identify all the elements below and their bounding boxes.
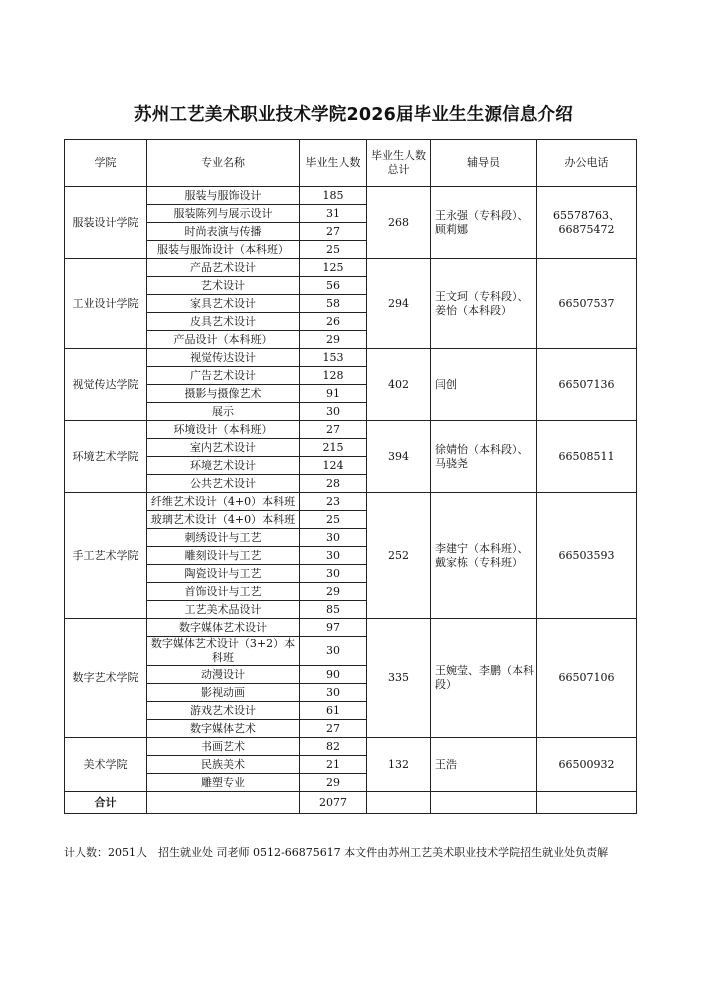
total-row xyxy=(65,792,637,814)
major-cell: 艺术设计 xyxy=(147,277,300,295)
header-major: 专业名称 xyxy=(147,140,300,187)
table-body xyxy=(65,187,637,792)
count-cell: 25 xyxy=(300,511,367,529)
college-cell: 工业设计学院 xyxy=(65,259,147,349)
major-cell: 民族美术 xyxy=(147,756,300,774)
phone-cell: 65578763、66875472 xyxy=(537,187,637,259)
college-cell: 数字艺术学院 xyxy=(65,619,147,738)
count-cell: 91 xyxy=(300,385,367,403)
major-cell: 服装陈列与展示设计 xyxy=(147,205,300,223)
major-cell: 环境设计（本科班） xyxy=(147,421,300,439)
table-row xyxy=(65,259,637,277)
tutor-cell: 王婉莹、李鹏（本科段） xyxy=(431,619,537,738)
major-cell: 纤维艺术设计（4+0）本科班 xyxy=(147,493,300,511)
table-row xyxy=(65,421,637,439)
count-cell: 30 xyxy=(300,637,367,666)
count-cell: 124 xyxy=(300,457,367,475)
total-label: 合计 xyxy=(65,792,147,814)
major-cell: 服装与服饰设计 xyxy=(147,187,300,205)
major-cell: 数字媒体艺术设计（3+2）本科班 xyxy=(147,637,300,666)
group-total-cell: 402 xyxy=(367,349,431,421)
major-cell: 时尚表演与传播 xyxy=(147,223,300,241)
count-cell: 90 xyxy=(300,666,367,684)
count-cell: 26 xyxy=(300,313,367,331)
major-cell: 产品设计（本科班） xyxy=(147,331,300,349)
header-phone: 办公电话 xyxy=(537,140,637,187)
college-cell: 服装设计学院 xyxy=(65,187,147,259)
count-cell: 125 xyxy=(300,259,367,277)
count-cell: 29 xyxy=(300,583,367,601)
major-cell: 玻璃艺术设计（4+0）本科班 xyxy=(147,511,300,529)
major-cell: 工艺美术品设计 xyxy=(147,601,300,619)
count-cell: 27 xyxy=(300,720,367,738)
group-total-cell: 294 xyxy=(367,259,431,349)
table-row xyxy=(65,738,637,756)
count-cell: 153 xyxy=(300,349,367,367)
graduates-table xyxy=(64,139,637,814)
count-cell: 27 xyxy=(300,223,367,241)
count-cell: 30 xyxy=(300,565,367,583)
tutor-cell: 徐婧怡（本科段）、马骁尧 xyxy=(431,421,537,493)
count-cell: 61 xyxy=(300,702,367,720)
college-cell: 美术学院 xyxy=(65,738,147,792)
count-cell: 29 xyxy=(300,774,367,792)
total-count: 2077 xyxy=(300,792,367,814)
major-cell: 动漫设计 xyxy=(147,666,300,684)
major-cell: 数字媒体艺术 xyxy=(147,720,300,738)
major-cell: 家具艺术设计 xyxy=(147,295,300,313)
phone-cell: 66503593 xyxy=(537,493,637,619)
header-count: 毕业生人数 xyxy=(300,140,367,187)
count-cell: 185 xyxy=(300,187,367,205)
major-cell: 环境艺术设计 xyxy=(147,457,300,475)
major-cell: 产品艺术设计 xyxy=(147,259,300,277)
major-cell: 展示 xyxy=(147,403,300,421)
count-cell: 31 xyxy=(300,205,367,223)
count-cell: 58 xyxy=(300,295,367,313)
count-cell: 56 xyxy=(300,277,367,295)
count-cell: 30 xyxy=(300,529,367,547)
group-total-cell: 335 xyxy=(367,619,431,738)
group-total-cell: 252 xyxy=(367,493,431,619)
tutor-cell: 闫创 xyxy=(431,349,537,421)
total-empty-cell xyxy=(147,792,300,814)
phone-cell: 66508511 xyxy=(537,421,637,493)
phone-cell: 66507106 xyxy=(537,619,637,738)
table-row xyxy=(65,619,637,637)
count-cell: 23 xyxy=(300,493,367,511)
total-empty-cell xyxy=(537,792,637,814)
major-cell: 首饰设计与工艺 xyxy=(147,583,300,601)
count-cell: 28 xyxy=(300,475,367,493)
count-cell: 25 xyxy=(300,241,367,259)
table-row xyxy=(65,187,637,205)
major-cell: 皮具艺术设计 xyxy=(147,313,300,331)
total-empty-cell xyxy=(431,792,537,814)
major-cell: 书画艺术 xyxy=(147,738,300,756)
major-cell: 广告艺术设计 xyxy=(147,367,300,385)
major-cell: 游戏艺术设计 xyxy=(147,702,300,720)
document-title: 苏州工艺美术职业技术学院2026届毕业生生源信息介绍 xyxy=(134,105,573,125)
count-cell: 128 xyxy=(300,367,367,385)
header-row xyxy=(65,140,637,187)
count-cell: 30 xyxy=(300,403,367,421)
tutor-cell: 王永强（专科段）、顾莉娜 xyxy=(431,187,537,259)
count-cell: 27 xyxy=(300,421,367,439)
total-empty-cell xyxy=(367,792,431,814)
count-cell: 29 xyxy=(300,331,367,349)
major-cell: 公共艺术设计 xyxy=(147,475,300,493)
count-cell: 30 xyxy=(300,684,367,702)
group-total-cell: 132 xyxy=(367,738,431,792)
count-cell: 21 xyxy=(300,756,367,774)
count-cell: 82 xyxy=(300,738,367,756)
footer-note: 计人数：2051人 招生就业处 司老师 0512-66875617 本文件由苏州工艺美术职业技术学院招生就业处负责解 xyxy=(64,846,609,859)
table-row xyxy=(65,349,637,367)
header-college: 学院 xyxy=(65,140,147,187)
major-cell: 影视动画 xyxy=(147,684,300,702)
phone-cell: 66500932 xyxy=(537,738,637,792)
header-total: 毕业生人数总计 xyxy=(367,140,431,187)
tutor-cell: 李建宁（本科班）、戴家栋（专科班） xyxy=(431,493,537,619)
phone-cell: 66507537 xyxy=(537,259,637,349)
major-cell: 雕塑专业 xyxy=(147,774,300,792)
major-cell: 刺绣设计与工艺 xyxy=(147,529,300,547)
college-cell: 视觉传达学院 xyxy=(65,349,147,421)
group-total-cell: 394 xyxy=(367,421,431,493)
count-cell: 85 xyxy=(300,601,367,619)
group-total-cell: 268 xyxy=(367,187,431,259)
college-cell: 环境艺术学院 xyxy=(65,421,147,493)
table-row xyxy=(65,493,637,511)
tutor-cell: 王浩 xyxy=(431,738,537,792)
count-cell: 30 xyxy=(300,547,367,565)
phone-cell: 66507136 xyxy=(537,349,637,421)
major-cell: 陶瓷设计与工艺 xyxy=(147,565,300,583)
major-cell: 雕刻设计与工艺 xyxy=(147,547,300,565)
major-cell: 摄影与摄像艺术 xyxy=(147,385,300,403)
major-cell: 视觉传达设计 xyxy=(147,349,300,367)
tutor-cell: 王文珂（专科段）、姜怡（本科段） xyxy=(431,259,537,349)
count-cell: 97 xyxy=(300,619,367,637)
major-cell: 室内艺术设计 xyxy=(147,439,300,457)
header-tutor: 辅导员 xyxy=(431,140,537,187)
major-cell: 服装与服饰设计（本科班） xyxy=(147,241,300,259)
college-cell: 手工艺术学院 xyxy=(65,493,147,619)
count-cell: 215 xyxy=(300,439,367,457)
major-cell: 数字媒体艺术设计 xyxy=(147,619,300,637)
